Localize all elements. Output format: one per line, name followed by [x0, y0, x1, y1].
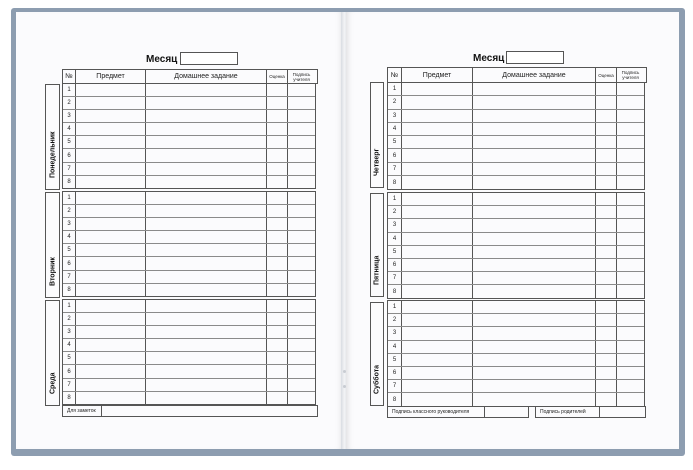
table-row: 4	[63, 123, 315, 136]
subject-cell[interactable]	[402, 96, 473, 108]
parents-sign-field[interactable]	[535, 406, 646, 418]
homework-cell[interactable]	[473, 163, 596, 175]
table-row: 6	[63, 365, 315, 378]
month-label: Месяц	[146, 54, 178, 65]
homework-cell[interactable]	[146, 271, 267, 283]
homework-cell[interactable]	[146, 136, 267, 148]
subject-cell[interactable]	[402, 354, 473, 366]
sign-cell[interactable]	[617, 163, 644, 175]
sign-cell[interactable]	[617, 110, 644, 122]
day-name-monday: Понедельник	[49, 131, 56, 178]
grade-cell[interactable]	[596, 327, 617, 339]
header-grade: Оценка	[267, 70, 288, 83]
subject-cell[interactable]	[402, 301, 473, 313]
sign-cell[interactable]	[288, 271, 315, 283]
homework-cell[interactable]	[146, 326, 267, 338]
subject-cell[interactable]	[76, 300, 146, 312]
sign-cell[interactable]	[617, 193, 644, 205]
table-row: 7	[63, 379, 315, 392]
table-row: 2	[63, 97, 315, 110]
subject-cell[interactable]	[76, 284, 146, 297]
table-row: 6	[63, 149, 315, 162]
table-header	[387, 67, 647, 83]
subject-cell[interactable]	[76, 218, 146, 230]
sign-cell[interactable]	[617, 259, 644, 271]
table-row: 5	[63, 136, 315, 149]
subject-cell[interactable]	[76, 163, 146, 175]
class-teacher-sign-label: Подпись классного руководителя	[392, 409, 470, 415]
homework-cell[interactable]	[146, 392, 267, 405]
table-row: 4	[388, 233, 644, 246]
sign-cell[interactable]	[617, 246, 644, 258]
day-box-thursday	[370, 82, 384, 188]
sign-cell[interactable]	[288, 326, 315, 338]
table-row: 5	[63, 352, 315, 365]
homework-cell[interactable]	[473, 341, 596, 353]
homework-cell[interactable]	[473, 380, 596, 392]
day-name-friday: Пятница	[373, 255, 381, 285]
homework-cell[interactable]	[146, 176, 267, 189]
homework-cell[interactable]	[473, 272, 596, 284]
grade-cell[interactable]	[596, 136, 617, 148]
header-grade: Оценка	[596, 68, 617, 82]
grade-cell[interactable]	[596, 176, 617, 189]
header-subject: Предмет	[402, 68, 473, 82]
sign-cell[interactable]	[617, 96, 644, 108]
grade-cell[interactable]	[596, 233, 617, 245]
homework-cell[interactable]	[146, 300, 267, 312]
grade-cell[interactable]	[596, 110, 617, 122]
homework-cell[interactable]	[473, 83, 596, 95]
table-row: 3	[63, 110, 315, 123]
homework-cell[interactable]	[146, 218, 267, 230]
grade-cell[interactable]	[596, 206, 617, 218]
table-row: 4	[63, 231, 315, 244]
grade-cell[interactable]	[596, 393, 617, 406]
subject-cell[interactable]	[76, 352, 146, 364]
homework-cell[interactable]	[146, 284, 267, 297]
homework-cell[interactable]	[473, 301, 596, 313]
grade-cell[interactable]	[596, 285, 617, 298]
header-homework: Домашнее задание	[473, 68, 596, 82]
sign-cell[interactable]	[617, 354, 644, 366]
month-label: Месяц	[473, 53, 505, 64]
sign-cell[interactable]	[617, 393, 644, 406]
grade-cell[interactable]	[267, 123, 288, 135]
day-grid-tuesday	[62, 191, 316, 297]
subject-cell[interactable]	[76, 379, 146, 391]
table-row: 8	[63, 284, 315, 297]
homework-cell[interactable]	[146, 352, 267, 364]
grade-cell[interactable]	[267, 257, 288, 269]
table-row: 6	[388, 149, 644, 162]
homework-cell[interactable]	[473, 123, 596, 135]
subject-cell[interactable]	[402, 367, 473, 379]
month-field[interactable]	[180, 52, 238, 65]
sign-cell[interactable]	[617, 219, 644, 231]
homework-cell[interactable]	[473, 96, 596, 108]
day-box-saturday	[370, 302, 384, 406]
sign-cell[interactable]	[288, 231, 315, 243]
homework-cell[interactable]	[473, 354, 596, 366]
grade-cell[interactable]	[267, 271, 288, 283]
sign-cell[interactable]	[617, 136, 644, 148]
table-header	[62, 69, 318, 84]
homework-cell[interactable]	[146, 97, 267, 109]
table-row: 8	[388, 176, 644, 189]
table-row: 3	[388, 219, 644, 232]
sign-cell[interactable]	[288, 284, 315, 297]
header-num: №	[388, 68, 402, 82]
table-row: 3	[388, 327, 644, 340]
table-row: 8	[63, 176, 315, 189]
table-row: 2	[388, 314, 644, 327]
grade-cell[interactable]	[596, 272, 617, 284]
grade-cell[interactable]	[267, 352, 288, 364]
grade-cell[interactable]	[267, 136, 288, 148]
subject-cell[interactable]	[402, 149, 473, 161]
subject-cell[interactable]	[402, 246, 473, 258]
subject-cell[interactable]	[76, 205, 146, 217]
homework-cell[interactable]	[146, 84, 267, 96]
table-row: 7	[388, 163, 644, 176]
grade-cell[interactable]	[267, 326, 288, 338]
grade-cell[interactable]	[267, 392, 288, 405]
subject-cell[interactable]	[76, 231, 146, 243]
subject-cell[interactable]	[76, 149, 146, 161]
homework-cell[interactable]	[473, 327, 596, 339]
sign-cell[interactable]	[617, 380, 644, 392]
left-page	[16, 12, 343, 449]
subject-cell[interactable]	[402, 380, 473, 392]
grade-cell[interactable]	[267, 300, 288, 312]
table-row: 6	[388, 367, 644, 380]
grade-cell[interactable]	[267, 84, 288, 96]
sign-cell[interactable]	[288, 244, 315, 256]
table-row: 4	[63, 339, 315, 352]
subject-cell[interactable]	[76, 123, 146, 135]
table-row: 7	[388, 272, 644, 285]
grade-cell[interactable]	[267, 231, 288, 243]
day-box-friday	[370, 193, 384, 297]
homework-cell[interactable]	[473, 259, 596, 271]
sign-cell[interactable]	[617, 327, 644, 339]
table-row: 7	[63, 163, 315, 176]
grade-cell[interactable]	[267, 379, 288, 391]
grade-cell[interactable]	[267, 110, 288, 122]
homework-cell[interactable]	[473, 219, 596, 231]
day-name-saturday: Суббота	[373, 364, 381, 394]
grade-cell[interactable]	[267, 218, 288, 230]
subject-cell[interactable]	[402, 272, 473, 284]
sign-cell[interactable]	[288, 149, 315, 161]
homework-cell[interactable]	[146, 244, 267, 256]
header-subject: Предмет	[76, 70, 146, 83]
subject-cell[interactable]	[402, 123, 473, 135]
header-teacher-sign: Подпись учителя	[621, 70, 640, 80]
table-row: 1	[388, 301, 644, 314]
grade-cell[interactable]	[267, 205, 288, 217]
grade-cell[interactable]	[596, 301, 617, 313]
day-name-tuesday: Вторник	[49, 257, 56, 286]
table-row: 8	[388, 393, 644, 406]
homework-cell[interactable]	[146, 339, 267, 351]
sign-cell[interactable]	[617, 206, 644, 218]
grade-cell[interactable]	[596, 96, 617, 108]
subject-cell[interactable]	[76, 136, 146, 148]
homework-cell[interactable]	[473, 314, 596, 326]
sign-cell[interactable]	[617, 123, 644, 135]
sign-cell[interactable]	[288, 352, 315, 364]
day-box-monday	[45, 84, 60, 190]
homework-cell[interactable]	[146, 231, 267, 243]
day-name-thursday: Четверг	[373, 148, 381, 176]
table-row: 1	[388, 83, 644, 96]
grade-cell[interactable]	[596, 123, 617, 135]
table-row: 5	[388, 246, 644, 259]
sign-cell[interactable]	[288, 205, 315, 217]
grade-cell[interactable]	[267, 339, 288, 351]
homework-cell[interactable]	[146, 365, 267, 377]
table-row: 2	[388, 96, 644, 109]
sign-cell[interactable]	[288, 110, 315, 122]
sign-cell[interactable]	[617, 285, 644, 298]
subject-cell[interactable]	[76, 97, 146, 109]
subject-cell[interactable]	[76, 257, 146, 269]
notes-field[interactable]	[62, 405, 318, 417]
table-row: 3	[63, 326, 315, 339]
homework-cell[interactable]	[146, 163, 267, 175]
homework-cell[interactable]	[473, 136, 596, 148]
subject-cell[interactable]	[402, 206, 473, 218]
table-row: 1	[63, 84, 315, 97]
day-grid-monday	[62, 83, 316, 189]
table-row: 8	[63, 392, 315, 405]
grade-cell[interactable]	[596, 246, 617, 258]
table-row: 2	[63, 313, 315, 326]
grade-cell[interactable]	[596, 354, 617, 366]
sign-cell[interactable]	[288, 97, 315, 109]
sign-cell[interactable]	[288, 218, 315, 230]
grade-cell[interactable]	[596, 219, 617, 231]
table-row: 7	[63, 271, 315, 284]
subject-cell[interactable]	[402, 136, 473, 148]
subject-cell[interactable]	[76, 176, 146, 189]
notes-label: Для заметок	[67, 408, 96, 414]
sign-cell[interactable]	[617, 272, 644, 284]
sign-cell[interactable]	[288, 84, 315, 96]
table-row: 8	[388, 285, 644, 298]
month-field[interactable]	[506, 51, 564, 64]
homework-cell[interactable]	[473, 285, 596, 298]
sign-cell[interactable]	[288, 300, 315, 312]
grade-cell[interactable]	[267, 97, 288, 109]
day-grid-saturday	[387, 300, 645, 407]
subject-cell[interactable]	[402, 163, 473, 175]
table-row: 1	[63, 192, 315, 205]
homework-cell[interactable]	[146, 110, 267, 122]
table-row: 4	[388, 341, 644, 354]
sign-cell[interactable]	[617, 341, 644, 353]
grade-cell[interactable]	[596, 367, 617, 379]
sign-cell[interactable]	[617, 149, 644, 161]
subject-cell[interactable]	[76, 392, 146, 405]
header-teacher-sign: Подпись учителя	[292, 71, 311, 82]
subject-cell[interactable]	[402, 110, 473, 122]
homework-cell[interactable]	[146, 205, 267, 217]
sign-cell[interactable]	[288, 257, 315, 269]
grade-cell[interactable]	[267, 192, 288, 204]
sign-cell[interactable]	[617, 314, 644, 326]
homework-cell[interactable]	[146, 313, 267, 325]
table-row: 2	[63, 205, 315, 218]
subject-cell[interactable]	[402, 259, 473, 271]
subject-cell[interactable]	[76, 339, 146, 351]
subject-cell[interactable]	[402, 193, 473, 205]
subject-cell[interactable]	[402, 176, 473, 189]
homework-cell[interactable]	[473, 206, 596, 218]
homework-cell[interactable]	[146, 192, 267, 204]
grade-cell[interactable]	[596, 193, 617, 205]
subject-cell[interactable]	[402, 393, 473, 406]
sign-cell[interactable]	[288, 339, 315, 351]
table-row: 7	[388, 380, 644, 393]
header-homework: Домашнее задание	[146, 70, 267, 83]
grade-cell[interactable]	[596, 163, 617, 175]
grade-cell[interactable]	[267, 244, 288, 256]
homework-cell[interactable]	[146, 149, 267, 161]
homework-cell[interactable]	[146, 379, 267, 391]
homework-cell[interactable]	[146, 123, 267, 135]
table-row: 5	[63, 244, 315, 257]
table-row: 5	[388, 136, 644, 149]
grade-cell[interactable]	[267, 176, 288, 189]
sign-cell[interactable]	[288, 313, 315, 325]
day-grid-thursday	[387, 82, 645, 190]
homework-cell[interactable]	[473, 367, 596, 379]
sign-cell[interactable]	[617, 367, 644, 379]
grade-cell[interactable]	[596, 341, 617, 353]
table-row: 4	[388, 123, 644, 136]
grade-cell[interactable]	[267, 365, 288, 377]
grade-cell[interactable]	[596, 259, 617, 271]
homework-cell[interactable]	[473, 149, 596, 161]
sign-cell[interactable]	[288, 365, 315, 377]
homework-cell[interactable]	[146, 257, 267, 269]
day-box-wednesday	[45, 300, 60, 406]
sign-cell[interactable]	[617, 83, 644, 95]
sign-cell[interactable]	[288, 123, 315, 135]
grade-cell[interactable]	[596, 149, 617, 161]
day-grid-wednesday	[62, 299, 316, 405]
subject-cell[interactable]	[402, 285, 473, 298]
table-row: 6	[388, 259, 644, 272]
sign-cell[interactable]	[288, 392, 315, 405]
subject-cell[interactable]	[402, 233, 473, 245]
homework-cell[interactable]	[473, 176, 596, 189]
sign-cell[interactable]	[288, 176, 315, 189]
homework-cell[interactable]	[473, 193, 596, 205]
table-row: 2	[388, 206, 644, 219]
sign-cell[interactable]	[617, 301, 644, 313]
day-name-wednesday: Среда	[49, 372, 56, 394]
subject-cell[interactable]	[76, 84, 146, 96]
homework-cell[interactable]	[473, 233, 596, 245]
header-num: №	[63, 70, 76, 83]
subject-cell[interactable]	[76, 271, 146, 283]
sign-cell[interactable]	[617, 176, 644, 189]
table-row: 3	[63, 218, 315, 231]
subject-cell[interactable]	[76, 244, 146, 256]
right-page	[346, 12, 679, 449]
sign-cell[interactable]	[288, 379, 315, 391]
subject-cell[interactable]	[402, 314, 473, 326]
subject-cell[interactable]	[76, 365, 146, 377]
grade-cell[interactable]	[267, 149, 288, 161]
sign-cell[interactable]	[288, 192, 315, 204]
homework-cell[interactable]	[473, 393, 596, 406]
grade-cell[interactable]	[596, 380, 617, 392]
sign-cell[interactable]	[617, 233, 644, 245]
subject-cell[interactable]	[402, 341, 473, 353]
subject-cell[interactable]	[402, 83, 473, 95]
subject-cell[interactable]	[76, 192, 146, 204]
subject-cell[interactable]	[76, 313, 146, 325]
homework-cell[interactable]	[473, 246, 596, 258]
table-row: 5	[388, 354, 644, 367]
sign-cell[interactable]	[288, 136, 315, 148]
subject-cell[interactable]	[76, 110, 146, 122]
day-box-tuesday	[45, 192, 60, 298]
grade-cell[interactable]	[267, 163, 288, 175]
table-row: 1	[63, 300, 315, 313]
grade-cell[interactable]	[267, 313, 288, 325]
grade-cell[interactable]	[267, 284, 288, 297]
subject-cell[interactable]	[76, 326, 146, 338]
parents-sign-label: Подпись родителей	[540, 409, 586, 415]
table-row: 3	[388, 110, 644, 123]
subject-cell[interactable]	[402, 327, 473, 339]
homework-cell[interactable]	[473, 110, 596, 122]
sign-cell[interactable]	[288, 163, 315, 175]
class-teacher-sign-field[interactable]	[387, 406, 529, 418]
table-row: 6	[63, 257, 315, 270]
grade-cell[interactable]	[596, 83, 617, 95]
subject-cell[interactable]	[402, 219, 473, 231]
table-row: 1	[388, 193, 644, 206]
grade-cell[interactable]	[596, 314, 617, 326]
day-grid-friday	[387, 192, 645, 299]
